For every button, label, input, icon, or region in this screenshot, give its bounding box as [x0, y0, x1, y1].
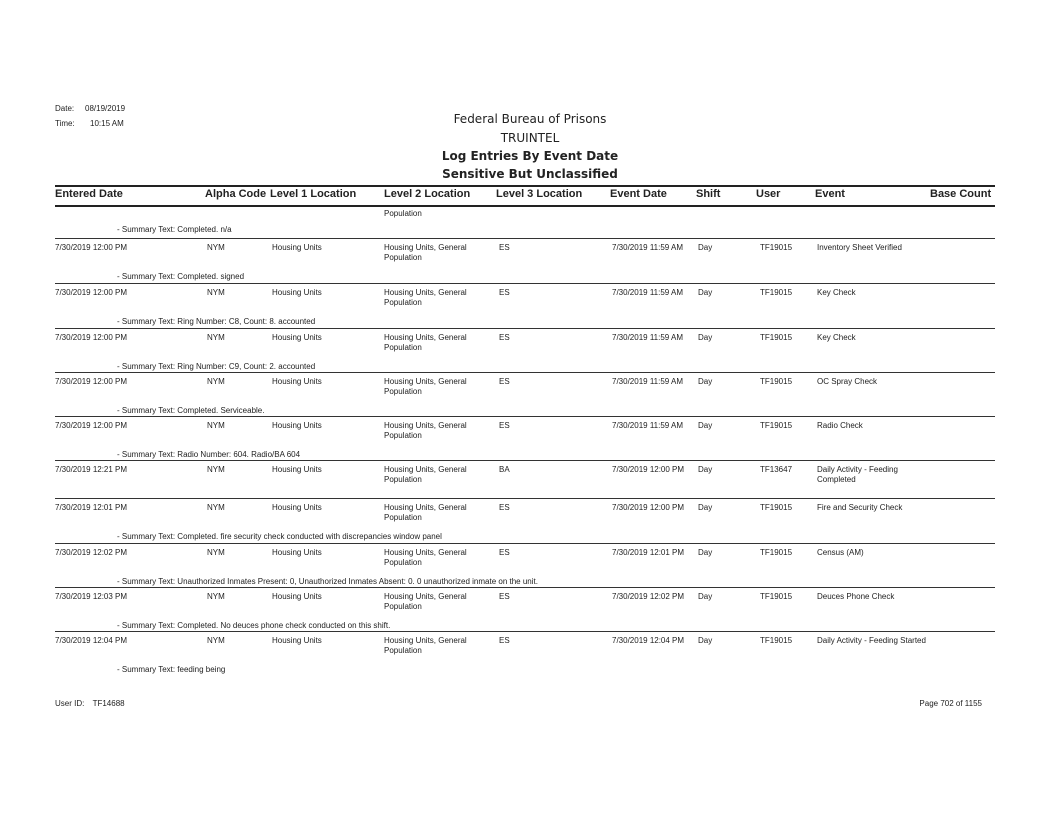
level1-location: Housing Units [272, 377, 322, 386]
user: TF19015 [760, 421, 793, 430]
level1-location: Housing Units [272, 592, 322, 601]
col-level2: Level 2 Location [384, 188, 471, 200]
summary-text: - Summary Text: Completed. fire security check conducted with discrepancies window panel [117, 532, 442, 541]
level2-location: Housing Units, General Population [384, 465, 467, 484]
user: TF19015 [760, 243, 793, 252]
summary-text: - Summary Text: Completed. Serviceable. [117, 406, 265, 415]
level1-location: Housing Units [272, 636, 322, 645]
level3-location: ES [499, 377, 510, 386]
row-separator [55, 543, 995, 544]
row-separator [55, 416, 995, 417]
event: Inventory Sheet Verified [817, 243, 902, 252]
event-date: 7/30/2019 11:59 AM [612, 288, 684, 297]
header-rule-bottom [55, 205, 995, 207]
row-separator [55, 498, 995, 499]
row-separator [55, 372, 995, 373]
event: OC Spray Check [817, 377, 878, 386]
event: Key Check [817, 333, 856, 342]
event-date: 7/30/2019 11:59 AM [612, 421, 684, 430]
entered-date: 7/30/2019 12:00 PM [55, 243, 128, 252]
footer-user-id [55, 699, 125, 708]
shift: Day [698, 243, 713, 252]
col-entered-date: Entered Date [55, 188, 123, 200]
user: TF19015 [760, 592, 793, 601]
shift: Day [698, 592, 713, 601]
row-separator [55, 283, 995, 284]
level3-location: ES [499, 333, 510, 342]
shift: Day [698, 333, 713, 342]
summary-text: - Summary Text: Unauthorized Inmates Present: 0, Unauthorized Inmates Absent: 0. 0 unauthorized inmate on the unit. [117, 577, 538, 586]
user: TF19015 [760, 333, 793, 342]
level2-location: Housing Units, General Population [384, 243, 467, 262]
shift: Day [698, 503, 713, 512]
entered-date: 7/30/2019 12:21 PM [55, 465, 128, 474]
row-separator [55, 238, 995, 239]
level3-location: BA [499, 465, 510, 474]
level3-location: ES [499, 421, 510, 430]
date-value: 08/19/2019 [85, 104, 126, 113]
entered-date: 7/30/2019 12:00 PM [55, 333, 128, 342]
alpha-code: NYM [207, 592, 225, 601]
level2-location: Housing Units, General Population [384, 333, 467, 352]
alpha-code: NYM [207, 421, 225, 430]
event: Daily Activity - Feeding Started [817, 636, 926, 645]
time-value: 10:15 AM [90, 119, 124, 128]
carryover-level2: Population [384, 209, 422, 218]
col-level3: Level 3 Location [496, 188, 583, 200]
shift: Day [698, 377, 713, 386]
event: Radio Check [817, 421, 863, 430]
user: TF13647 [760, 465, 793, 474]
col-base-count: Base Count [930, 188, 992, 200]
summary-text: - Summary Text: Completed. signed [117, 272, 245, 281]
user: TF19015 [760, 503, 793, 512]
level3-location: ES [499, 592, 510, 601]
alpha-code: NYM [207, 636, 225, 645]
event-date: 7/30/2019 11:59 AM [612, 377, 684, 386]
alpha-code: NYM [207, 465, 225, 474]
page-number: Page 702 of 1155 [919, 699, 982, 708]
event-date: 7/30/2019 11:59 AM [612, 243, 684, 252]
level1-location: Housing Units [272, 288, 322, 297]
col-alpha-code: Alpha Code [205, 188, 267, 200]
col-level1: Level 1 Location [270, 188, 357, 200]
report-date [55, 104, 126, 113]
level1-location: Housing Units [272, 333, 322, 342]
title-system: TRUINTEL [500, 131, 560, 145]
alpha-code: NYM [207, 288, 225, 297]
shift: Day [698, 636, 713, 645]
user: TF19015 [760, 288, 793, 297]
entered-date: 7/30/2019 12:00 PM [55, 377, 128, 386]
time-label: Time: [55, 119, 75, 128]
alpha-code: NYM [207, 333, 225, 342]
level3-location: ES [499, 243, 510, 252]
level2-location: Housing Units, General Population [384, 592, 467, 611]
alpha-code: NYM [207, 377, 225, 386]
user-id-value: TF14688 [92, 699, 125, 708]
level2-location: Housing Units, General Population [384, 636, 467, 655]
event-date: 7/30/2019 12:04 PM [612, 636, 685, 645]
event-date: 7/30/2019 11:59 AM [612, 333, 684, 342]
carryover-summary: - Summary Text: Completed. n/a [117, 225, 232, 234]
level3-location: ES [499, 548, 510, 557]
alpha-code: NYM [207, 243, 225, 252]
date-label: Date: [55, 104, 75, 113]
summary-text: - Summary Text: feeding being [117, 665, 226, 674]
event-date: 7/30/2019 12:00 PM [612, 465, 685, 474]
level2-location: Housing Units, General Population [384, 548, 467, 567]
level1-location: Housing Units [272, 243, 322, 252]
user: TF19015 [760, 636, 793, 645]
row-separator [55, 631, 995, 632]
col-event: Event [815, 188, 845, 200]
level1-location: Housing Units [272, 503, 322, 512]
title-report: Log Entries By Event Date [441, 149, 619, 163]
event-date: 7/30/2019 12:00 PM [612, 503, 685, 512]
summary-text: - Summary Text: Radio Number: 604. Radio/BA 604 [117, 450, 301, 459]
shift: Day [698, 465, 713, 474]
event: Key Check [817, 288, 856, 297]
shift: Day [698, 421, 713, 430]
title-agency: Federal Bureau of Prisons [453, 112, 607, 126]
entered-date: 7/30/2019 12:02 PM [55, 548, 128, 557]
entered-date: 7/30/2019 12:03 PM [55, 592, 128, 601]
event: Deuces Phone Check [817, 592, 895, 601]
row-separator [55, 328, 995, 329]
level2-location: Housing Units, General Population [384, 288, 467, 307]
user: TF19015 [760, 548, 793, 557]
event: Daily Activity - Feeding Completed [817, 465, 898, 484]
level2-location: Housing Units, General Population [384, 421, 467, 440]
level1-location: Housing Units [272, 421, 322, 430]
user: TF19015 [760, 377, 793, 386]
summary-text: - Summary Text: Ring Number: C9, Count: 2. accounted [117, 362, 316, 371]
col-event-date: Event Date [610, 188, 667, 200]
level3-location: ES [499, 503, 510, 512]
level3-location: ES [499, 288, 510, 297]
summary-text: - Summary Text: Completed. No deuces phone check conducted on this shift. [117, 621, 391, 630]
level3-location: ES [499, 636, 510, 645]
row-separator [55, 460, 995, 461]
event-date: 7/30/2019 12:01 PM [612, 548, 685, 557]
row-separator [55, 587, 995, 588]
entered-date: 7/30/2019 12:04 PM [55, 636, 128, 645]
header-rule-top [55, 185, 995, 187]
col-user: User [756, 188, 781, 200]
level2-location: Housing Units, General Population [384, 503, 467, 522]
user-id-label: User ID: [55, 699, 85, 708]
shift: Day [698, 288, 713, 297]
level1-location: Housing Units [272, 548, 322, 557]
shift: Day [698, 548, 713, 557]
entered-date: 7/30/2019 12:01 PM [55, 503, 128, 512]
event: Census (AM) [817, 548, 864, 557]
report-time [55, 119, 124, 128]
level2-location: Housing Units, General Population [384, 377, 467, 396]
entered-date: 7/30/2019 12:00 PM [55, 288, 128, 297]
alpha-code: NYM [207, 548, 225, 557]
entered-date: 7/30/2019 12:00 PM [55, 421, 128, 430]
summary-text: - Summary Text: Ring Number: C8, Count: 8. accounted [117, 317, 316, 326]
title-classification: Sensitive But Unclassified [442, 167, 618, 181]
event: Fire and Security Check [817, 503, 903, 512]
level1-location: Housing Units [272, 465, 322, 474]
alpha-code: NYM [207, 503, 225, 512]
event-date: 7/30/2019 12:02 PM [612, 592, 685, 601]
col-shift: Shift [696, 188, 721, 200]
